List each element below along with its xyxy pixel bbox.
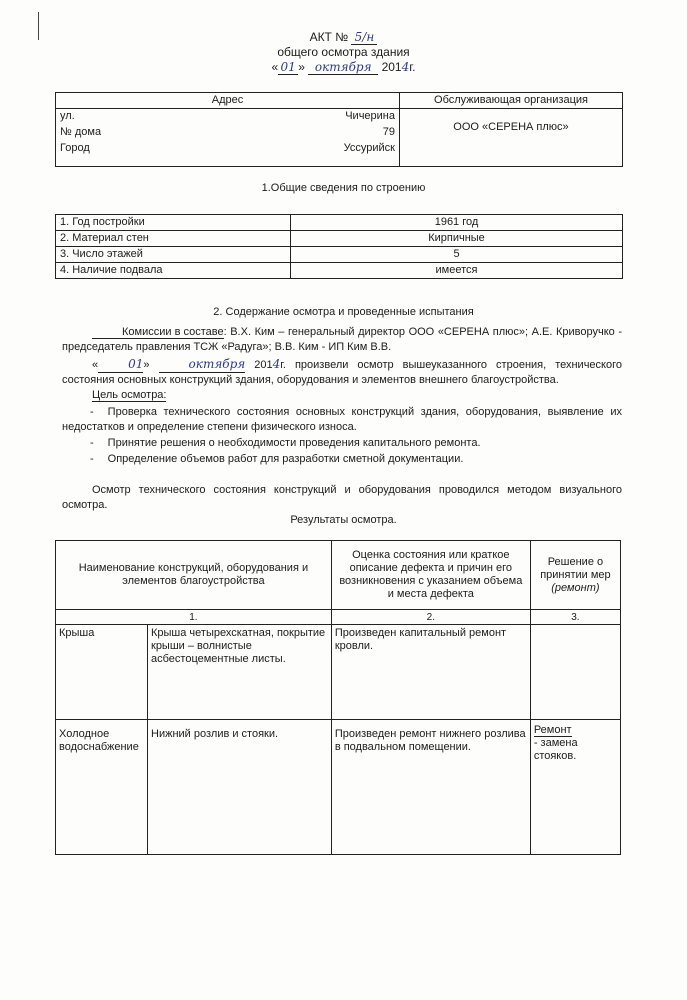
row-detail: Крыша четырехскатная, покрытие крыши – волнистые асбестоцементные листы. (148, 625, 332, 720)
method-paragraph: Осмотр технического состояния конструкций и оборудования проводился методом визуального осмотра. (62, 484, 622, 511)
row-name: Холодное водоснабжение (56, 720, 148, 855)
column-number: 3. (530, 610, 620, 625)
street-value: Чичерина (345, 110, 395, 122)
act-label: АКТ № (309, 30, 349, 44)
section2-title: 2. Содержание осмотра и проведенные испытания (213, 306, 474, 318)
row-decision (530, 720, 620, 855)
goal-item: - Определение объемов работ для разработки сметной документации. (90, 453, 464, 465)
act-subtitle: общего осмотра здания (277, 45, 410, 59)
date-month: октября (308, 60, 378, 75)
inspection-date-month: октября (159, 357, 246, 373)
act-number-handwritten: 5/н (351, 30, 377, 45)
house-value: 79 (382, 126, 395, 138)
column-number: 2. (331, 610, 530, 625)
goal-label: Цель осмотра: (92, 389, 167, 401)
table-row: 1. Год постройки 1961 год (56, 215, 623, 231)
address-table (55, 92, 623, 167)
table-row: 2. Материал стен Кирпичные (56, 231, 623, 247)
inspection-date-day: 01 (98, 357, 143, 373)
table-row (56, 625, 621, 720)
results-table (55, 540, 621, 855)
table-row: 3. Число этажей 5 (56, 247, 623, 263)
date-day: 01 (278, 60, 298, 75)
commission-label: Комиссии в составе (92, 326, 224, 339)
commission-paragraph: Комиссии в составе: В.Х. Ким – генеральный директор ООО «СЕРЕНА плюс»; А.Е. Криворучко - председатель правления ТСЖ «Радуга»; В.В. Ким - ИП Ким В.В. (62, 326, 622, 353)
row-detail: Нижний розлив и стояки. (148, 720, 332, 855)
decision-text: - замена стояков. (533, 737, 578, 762)
act-title (0, 30, 687, 45)
row-name: Крыша (56, 625, 148, 720)
column-number: 1. (56, 610, 332, 625)
row-assessment: Произведен капитальный ремонт кровли. (331, 625, 530, 720)
row-decision (530, 625, 620, 720)
date-year-digit: 4 (401, 60, 410, 74)
results-head-col2: Оценка состояния или краткое описание дефекта и причин его возникновения с указанием объема и места дефекта (331, 541, 530, 610)
goal-item: - Проверка технического состояния основных конструкций здания, оборудования, выявление их недостатков и определение степени физического износа. (62, 406, 622, 433)
results-head-col1: Наименование конструкций, оборудования и элементов благоустройства (56, 541, 332, 610)
address-cell: ул. Чичерина № дома 79 Город Уссурийск (56, 109, 400, 167)
decision-title: Ремонт (533, 724, 572, 736)
address-header: Адрес (56, 93, 400, 109)
row-assessment: Произведен ремонт нижнего розлива в подвальном помещении. (331, 720, 530, 855)
org-value: ООО «СЕРЕНА плюс» (400, 109, 623, 167)
general-info-table (55, 214, 623, 279)
org-header: Обслуживающая организация (400, 93, 623, 109)
table-row (56, 720, 621, 855)
table-row: 4. Наличие подвала имеется (56, 263, 623, 279)
results-head-col3: Решение о принятии мер (ремонт) (530, 541, 620, 610)
act-date: « 01 » октября 2014г. (271, 60, 416, 74)
date-paragraph: « 01» октября 2014г. произвели осмотр вышеуказанного строения, технического состояния основных конструкций здания, оборудования и элементов внешнего благоустройства. (62, 357, 622, 386)
results-title: Результаты осмотра. (290, 514, 397, 526)
section1-title: 1.Общие сведения по строению (261, 182, 426, 194)
city-value: Уссурийск (343, 142, 395, 154)
goal-item: - Принятие решения о необходимости проведения капитального ремонта. (90, 437, 481, 449)
inspection-date-year-digit: 4 (272, 357, 281, 371)
